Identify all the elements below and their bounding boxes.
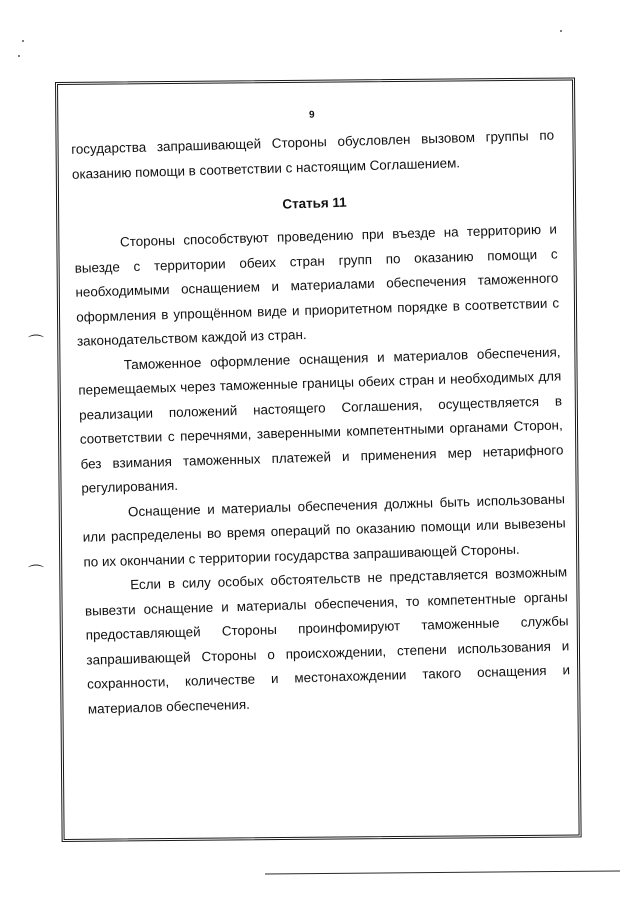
scan-line	[265, 870, 620, 874]
article-title: Статья 11	[282, 194, 347, 212]
scan-speck	[22, 40, 24, 42]
document-body	[70, 103, 571, 722]
continuation-paragraph: государства запрашивающей Стороны обусловлен вызовом группы по оказанию помощи в соответствии с настоящим Соглашением.	[71, 127, 555, 182]
page-number: 9	[308, 109, 315, 121]
margin-mark: ⌒	[28, 333, 45, 352]
paragraph: Если в силу особых обстоятельств не представляется возможным вывезти оснащение и материалы обеспечения, то компетентные органы предоставляющей Стороны проинфомируют таможенные службы запрашивающей Стороны о происхождении, степени использования и сохранности, количестве и местонахождении такого оснащения и материалов обеспечения.	[84, 564, 571, 717]
margin-mark: ⌒	[28, 563, 45, 582]
scan-speck	[18, 55, 20, 57]
page-frame	[55, 77, 582, 842]
scan-speck	[560, 30, 562, 32]
paragraph: Оснащение и материалы обеспечения должны быть использованы или распределены во время операций по оказанию помощи или вывезены по их окончании с территории государства запрашивающей Стороны.	[82, 490, 566, 570]
paragraph: Таможенное оформление оснащения и материалов обеспечения, перемещаемых через таможенные границы обеих стран и необходимых для реализации положений настоящего Соглашения, осуществляется в соответствии с перечнями, заверенными компетентными органами Сторон, без взимания таможенных платежей и применения мер нетарифного регулирования.	[78, 343, 564, 496]
paragraph: Стороны способствуют проведению при въезде на территорию и выезде с территории обеих стран групп по оказанию помощи с необходимыми оснащением и материалами обеспечения таможенного оформления в упрощённом виде и приоритетном порядке в соответствии с законодательством каждой из стран.	[74, 221, 560, 349]
